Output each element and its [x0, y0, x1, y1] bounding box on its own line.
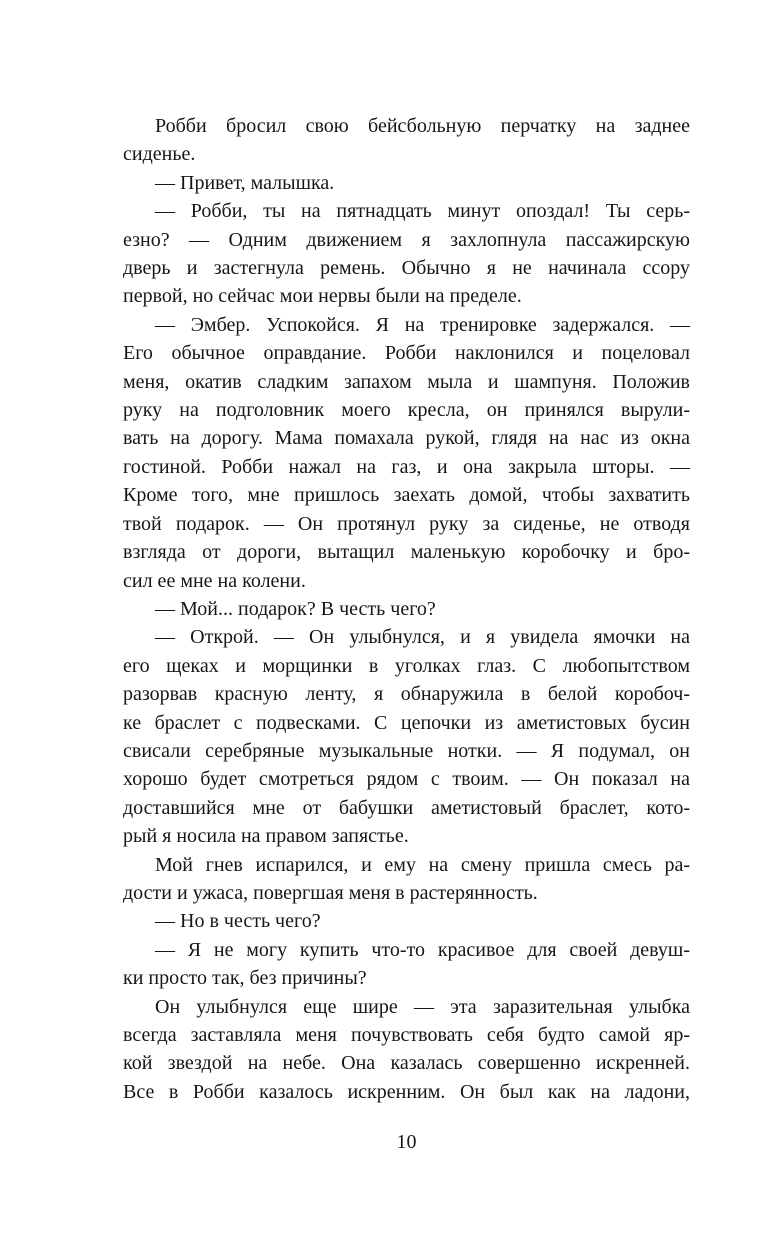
- text-line: — Но в честь чего?: [155, 910, 321, 933]
- text-line: езно? — Одним движением я захлопнула пассажирскую: [123, 228, 690, 251]
- page-number: 10: [396, 1131, 417, 1153]
- text-line: сил ее мне на колени.: [123, 569, 306, 592]
- text-line: взгляда от дороги, вытащил маленькую коробочку и бро-: [123, 541, 690, 564]
- text-line: ке браслет с подвесками. С цепочки из аметистовых бусин: [123, 711, 690, 734]
- paragraph: [123, 595, 690, 623]
- text-line: руку на подголовник моего кресла, он принялся вырули-: [123, 399, 690, 422]
- text-line: — Мой... подарок? В честь чего?: [155, 597, 436, 620]
- text-line: — Привет, малышка.: [155, 171, 335, 194]
- text-line: дверь и застегнула ремень. Обычно я не начинала ссору: [123, 257, 690, 280]
- text-line: гостиной. Робби нажал на газ, и она закрыла шторы. —: [123, 455, 690, 478]
- paragraph: [123, 112, 690, 169]
- text-line: рый я носила на правом запястье.: [123, 825, 409, 848]
- text-line: Все в Робби казалось искренним. Он был как на ладони,: [123, 1080, 690, 1103]
- text-line: ки просто так, без причины?: [123, 967, 367, 990]
- text-line: твой подарок. — Он протянул руку за сиденье, не отводя: [123, 512, 690, 535]
- text-line: кой звездой на небе. Она казалась совершенно искренней.: [123, 1052, 690, 1075]
- text-line: его щеках и морщинки в уголках глаз. С любопытством: [123, 654, 690, 677]
- text-line: — Я не могу купить что-то красивое для своей девуш-: [155, 938, 690, 961]
- text-line: разорвав красную ленту, я обнаружила в белой коробоч-: [123, 683, 690, 706]
- paragraph: [123, 936, 690, 993]
- paragraph: [123, 169, 690, 197]
- text-line: Его обычное оправдание. Робби наклонился и поцеловал: [123, 342, 690, 365]
- text-body: [123, 112, 690, 1106]
- paragraph: [123, 851, 690, 908]
- text-line: — Робби, ты на пятнадцать минут опоздал! Ты серь-: [155, 200, 690, 223]
- paragraph: [123, 623, 690, 850]
- text-line: меня, окатив сладким запахом мыла и шампуня. Положив: [123, 370, 690, 393]
- paragraph: [123, 907, 690, 935]
- paragraph: [123, 311, 690, 595]
- text-line: дости и ужаса, повергшая меня в растерянность.: [123, 881, 538, 904]
- text-line: Робби бросил свою бейсбольную перчатку на заднее: [155, 115, 690, 137]
- text-line: первой, но сейчас мои нервы были на пределе.: [123, 285, 522, 308]
- text-line: всегда заставляла меня почувствовать себя будто самой яр-: [123, 1024, 690, 1046]
- text-line: свисали серебряные музыкальные нотки. — Я подумал, он: [123, 739, 690, 762]
- text-line: хорошо будет смотреться рядом с твоим. — Он показал на: [123, 768, 690, 791]
- text-line: Мой гнев испарился, и ему на смену пришла смесь ра-: [155, 853, 690, 876]
- text-line: Кроме того, мне пришлось заехать домой, чтобы захватить: [123, 484, 690, 507]
- text-line: — Эмбер. Успокойся. Я на тренировке задержался. —: [155, 313, 690, 336]
- text-line: Он улыбнулся еще шире — эта заразительная улыбка: [155, 995, 690, 1018]
- paragraph: [123, 993, 690, 1107]
- text-line: доставшийся мне от бабушки аметистовый браслет, кото-: [123, 796, 690, 819]
- text-line: вать на дорогу. Мама помахала рукой, глядя на нас из окна: [123, 427, 690, 450]
- text-line: сиденье.: [123, 143, 196, 166]
- text-line: — Открой. — Он улыбнулся, и я увидела ямочки на: [155, 626, 690, 649]
- paragraph: [123, 197, 690, 311]
